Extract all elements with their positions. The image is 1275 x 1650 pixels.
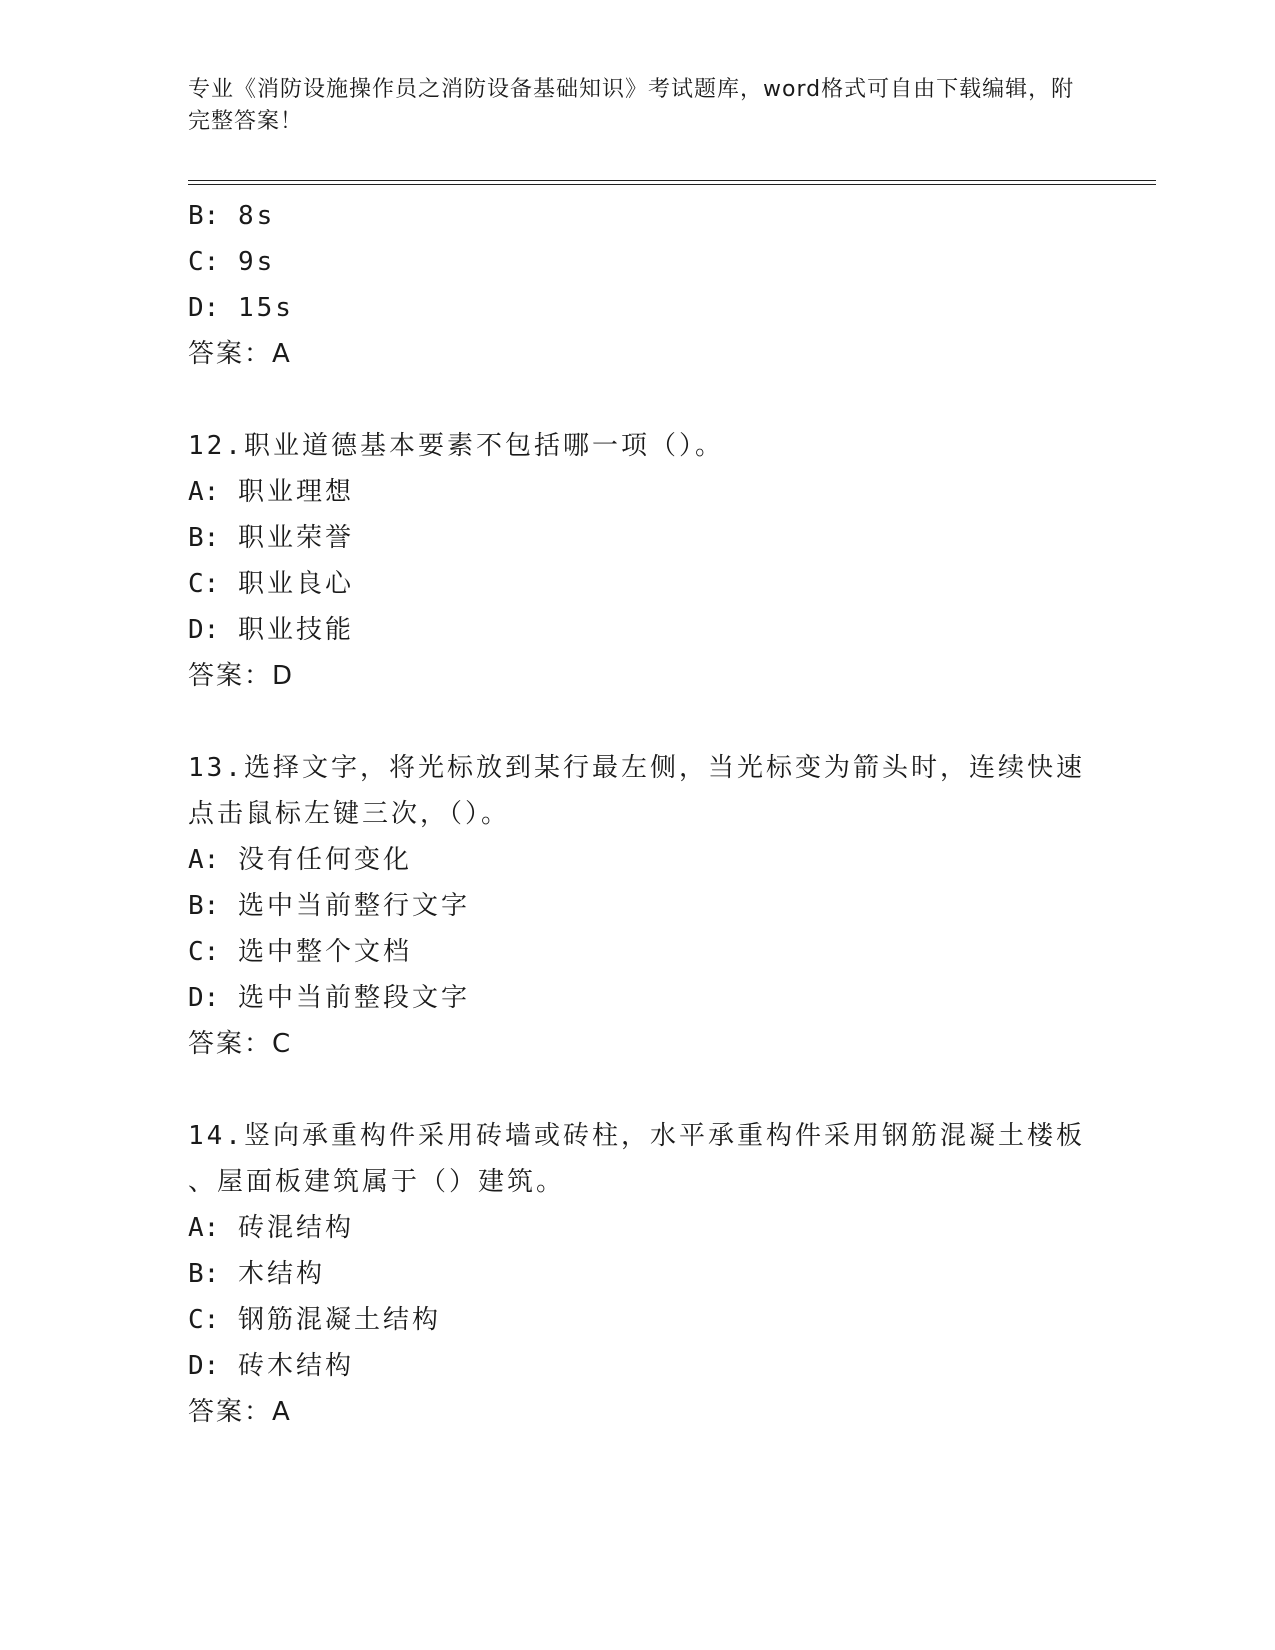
option-b: B: 8s: [188, 201, 276, 231]
question-12: [188, 423, 1088, 699]
option-d: D: 职业技能: [188, 615, 354, 645]
question-13: [188, 745, 1088, 1067]
option-c: C: 选中整个文档: [188, 937, 412, 967]
question-14: [188, 1113, 1088, 1435]
question-stem-line-1: 14.竖向承重构件采用砖墙或砖柱，水平承重构件采用钢筋混凝土楼板: [188, 1121, 1085, 1151]
option-a: A: 没有任何变化: [188, 845, 412, 875]
question-stem-line-2: 、屋面板建筑属于（）建筑。: [188, 1167, 566, 1197]
option-a: A: 砖混结构: [188, 1213, 354, 1243]
question-content: [188, 193, 1088, 1435]
option-a: A: 职业理想: [188, 477, 354, 507]
option-b: B: 选中当前整行文字: [188, 891, 470, 921]
option-c: C: 钢筋混凝土结构: [188, 1305, 441, 1335]
option-d: D: 15s: [188, 293, 294, 323]
option-c: C: 9s: [188, 247, 276, 277]
question-stem-line-2: 点击鼠标左键三次，（）。: [188, 799, 511, 829]
answer-line: 答案：C: [188, 1029, 293, 1059]
option-d: D: 砖木结构: [188, 1351, 354, 1381]
header-divider-bottom: [188, 184, 1156, 185]
answer-line: 答案：A: [188, 1397, 292, 1427]
answer-line: 答案：D: [188, 661, 295, 691]
option-b: B: 木结构: [188, 1259, 325, 1289]
option-c: C: 职业良心: [188, 569, 354, 599]
continued-question: [188, 193, 1088, 377]
question-stem-line-1: 13.选择文字，将光标放到某行最左侧，当光标变为箭头时，连续快速: [188, 753, 1085, 783]
header-divider-top: [188, 180, 1156, 181]
document-header: [188, 74, 1088, 138]
question-stem: 12.职业道德基本要素不包括哪一项（）。: [188, 431, 724, 461]
answer-line: 答案：A: [188, 339, 292, 369]
header-text: 专业《消防设施操作员之消防设备基础知识》考试题库，word格式可自由下载编辑，附完整答案！: [188, 77, 1075, 134]
option-b: B: 职业荣誉: [188, 523, 354, 553]
option-d: D: 选中当前整段文字: [188, 983, 470, 1013]
